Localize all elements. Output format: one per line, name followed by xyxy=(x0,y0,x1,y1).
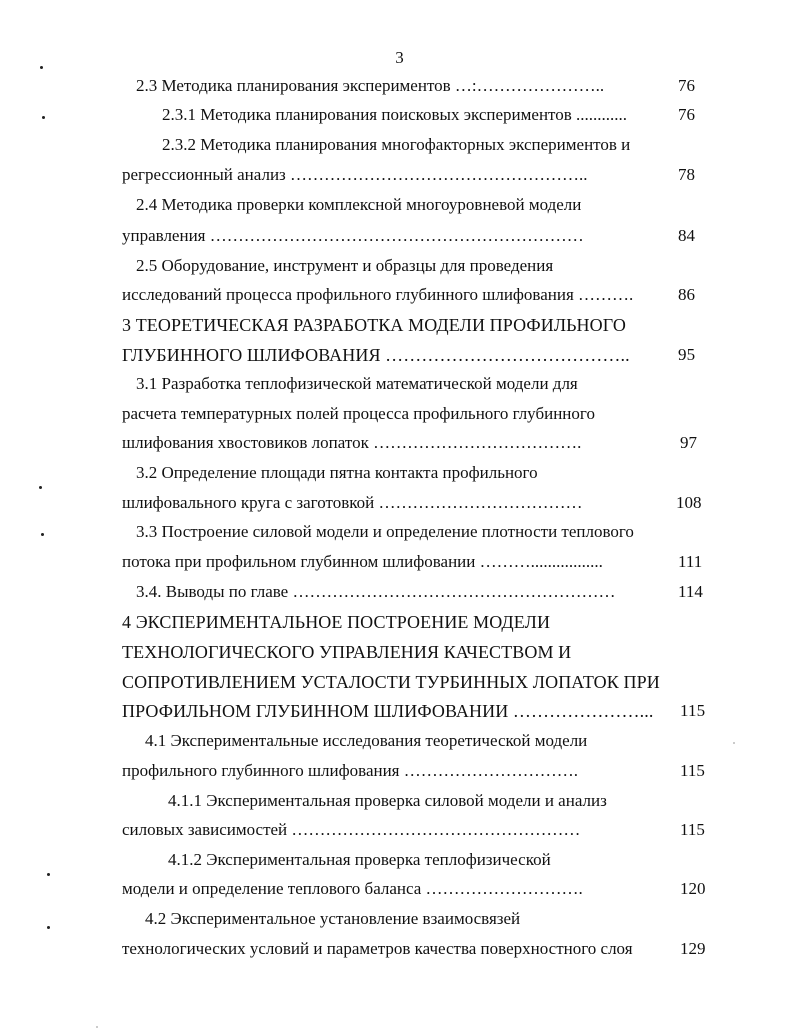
toc-page-number: 95 xyxy=(678,345,696,364)
toc-line xyxy=(0,458,799,488)
toc-line xyxy=(0,100,799,130)
toc-page-number: 76 xyxy=(678,105,695,124)
scan-speck xyxy=(41,533,44,536)
toc-line xyxy=(0,845,799,875)
toc-line xyxy=(0,904,799,934)
toc-line xyxy=(0,607,799,637)
toc-line xyxy=(0,547,799,577)
toc-chapter-heading: 4 ЭКСПЕРИМЕНТАЛЬНОЕ ПОСТРОЕНИЕ МОДЕЛИ xyxy=(122,612,551,632)
toc-line xyxy=(0,221,799,251)
page-number: 3 xyxy=(395,48,404,67)
toc-chapter-heading: ГЛУБИННОГО ШЛИФОВАНИЯ ………………………………….. xyxy=(122,345,630,365)
toc-entry-text: потока при профильном глубинном шлифовании ………................. xyxy=(122,552,603,571)
toc-line xyxy=(0,756,799,786)
toc-entry-text: 2.5 Оборудование, инструмент и образцы для проведения xyxy=(136,256,554,275)
toc-line xyxy=(0,190,799,220)
toc-chapter-heading: ТЕХНОЛОГИЧЕСКОГО УПРАВЛЕНИЯ КАЧЕСТВОМ И xyxy=(122,642,572,662)
toc-entry-text: регрессионный анализ …………………………………………….. xyxy=(122,165,588,184)
toc-line xyxy=(0,160,799,190)
toc-line xyxy=(0,488,799,518)
toc-entry-text: управления ………………………………………………………… xyxy=(122,226,584,245)
toc-page-number: 86 xyxy=(678,285,695,304)
scan-speck xyxy=(42,116,45,119)
toc-entry-text: 2.4 Методика проверки комплексной многоуровневой модели xyxy=(136,195,582,214)
toc-page-number: 84 xyxy=(678,226,695,245)
toc-line xyxy=(0,280,799,310)
toc-line xyxy=(0,130,799,160)
toc-line xyxy=(0,71,799,101)
toc-line xyxy=(0,577,799,607)
toc-page-number: 97 xyxy=(680,433,697,452)
toc-line xyxy=(0,369,799,399)
toc-chapter-heading: 3 ТЕОРЕТИЧЕСКАЯ РАЗРАБОТКА МОДЕЛИ ПРОФИЛЬНОГО xyxy=(122,315,626,335)
toc-page-number: 115 xyxy=(680,701,706,720)
toc-page-number: 114 xyxy=(678,582,703,601)
toc-entry-text: профильного глубинного шлифования …………………………. xyxy=(122,761,579,780)
scan-speck xyxy=(40,66,43,69)
toc-page-number: 76 xyxy=(678,76,695,95)
toc-entry-text: 3.4. Выводы по главе ………………………………………………… xyxy=(136,582,616,601)
toc-entry-text: 4.1.1 Экспериментальная проверка силовой модели и анализ xyxy=(168,791,607,810)
toc-entry-text: шлифовального круга с заготовкой ……………………………… xyxy=(122,493,583,512)
toc-line xyxy=(0,815,799,845)
toc-line xyxy=(0,637,799,667)
toc-entry-text: силовых зависимостей …………………………………………… xyxy=(122,820,581,839)
toc-line xyxy=(0,874,799,904)
toc-line xyxy=(0,786,799,816)
toc-page-number: 111 xyxy=(678,552,703,571)
toc-entry-text: расчета температурных полей процесса профильного глубинного xyxy=(122,404,595,423)
toc-entry-text: 2.3 Методика планирования экспериментов …:………………….. xyxy=(136,76,605,95)
toc-page-number: 120 xyxy=(680,879,706,898)
toc-line xyxy=(0,340,799,370)
toc-entry-text: шлифования хвостовиков лопаток ………………………………. xyxy=(122,433,582,452)
toc-entry-text: 2.3.1 Методика планирования поисковых экспериментов ............ xyxy=(162,105,628,124)
toc-entry-text: исследований процесса профильного глубинного шлифования ………. xyxy=(122,285,634,304)
scan-speck xyxy=(733,742,735,744)
toc-entry-text: 3.3 Построение силовой модели и определение плотности теплового xyxy=(136,522,634,541)
scan-speck xyxy=(47,926,50,929)
toc-entry-text: 4.2 Экспериментальное установление взаимосвязей xyxy=(145,909,521,928)
toc-line xyxy=(0,726,799,756)
toc-entry-text: 3.2 Определение площади пятна контакта профильного xyxy=(136,463,538,482)
toc-chapter-heading: СОПРОТИВЛЕНИЕМ УСТАЛОСТИ ТУРБИННЫХ ЛОПАТОК ПРИ xyxy=(122,672,660,692)
toc-entry-text: технологических условий и параметров качества поверхностного слоя xyxy=(122,939,633,958)
toc-page-number: 129 xyxy=(680,939,706,958)
toc-page-number: 78 xyxy=(678,165,695,184)
toc-entry-text: 4.1 Экспериментальные исследования теоретической модели xyxy=(145,731,588,750)
toc-line xyxy=(0,696,799,726)
toc-chapter-heading: ПРОФИЛЬНОМ ГЛУБИННОМ ШЛИФОВАНИИ …………………... xyxy=(122,701,654,721)
toc-line xyxy=(0,517,799,547)
toc-entry-text: 3.1 Разработка теплофизической математической модели для xyxy=(136,374,578,393)
toc-entry-text: 2.3.2 Методика планирования многофакторных экспериментов и xyxy=(162,135,631,154)
toc-line xyxy=(0,310,799,340)
scan-speck xyxy=(96,1026,98,1028)
toc-line xyxy=(0,667,799,697)
scan-speck xyxy=(47,873,50,876)
toc-page-number: 115 xyxy=(680,761,705,780)
toc-entry-text: 4.1.2 Экспериментальная проверка теплофизической xyxy=(168,850,551,869)
toc-entry-text: модели и определение теплового баланса ………………………. xyxy=(122,879,583,898)
toc-line xyxy=(0,428,799,458)
toc-line xyxy=(0,399,799,429)
toc-line xyxy=(0,934,799,964)
toc-page-number: 108 xyxy=(676,493,702,512)
toc-line xyxy=(0,251,799,281)
scan-speck xyxy=(39,486,42,489)
toc-page-number: 115 xyxy=(680,820,705,839)
